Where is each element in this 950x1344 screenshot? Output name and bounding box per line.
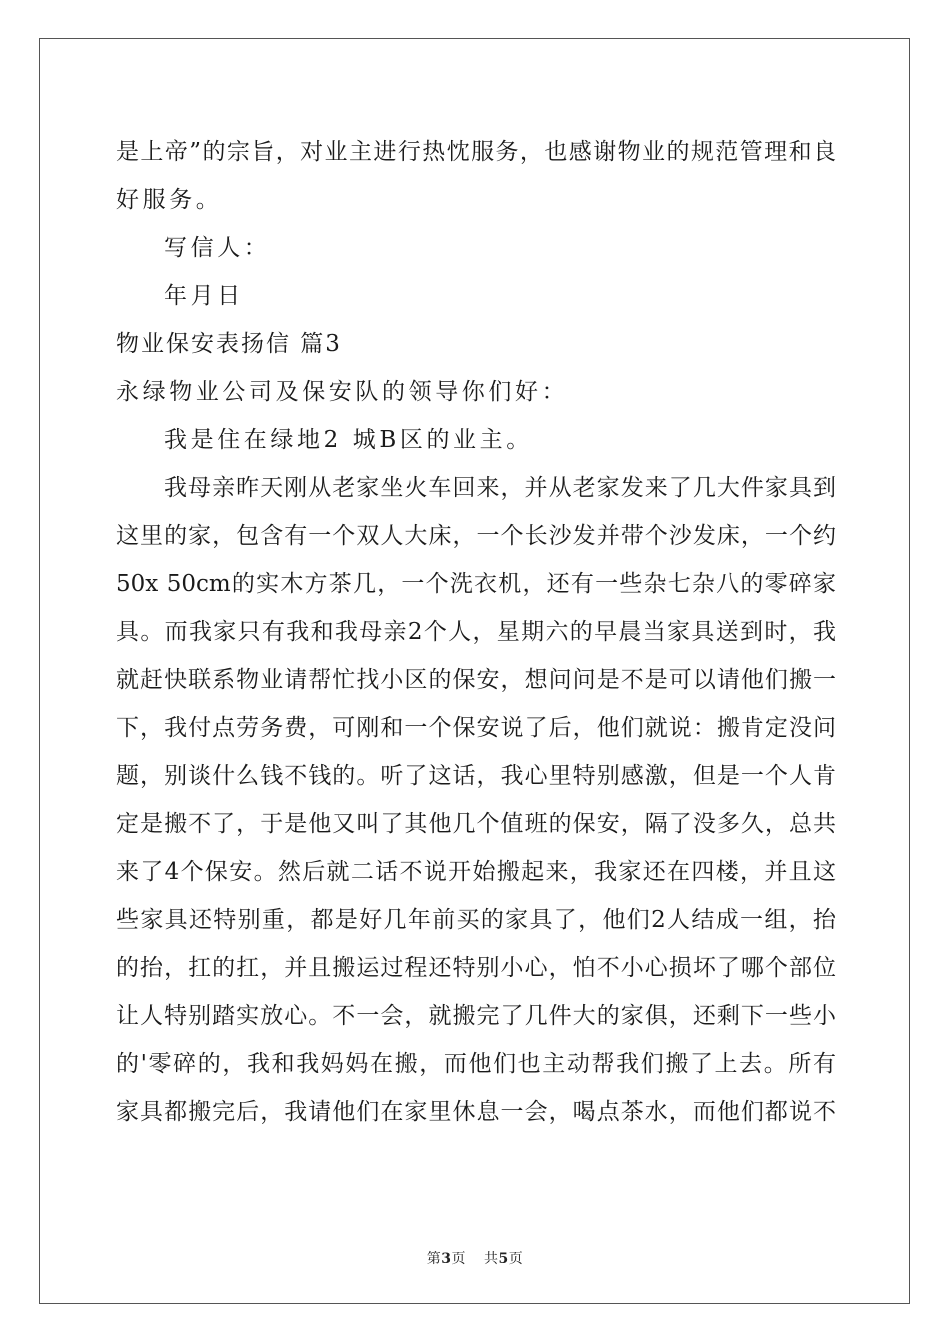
text-line: 题，别谈什么钱不钱的。听了这话，我心里特别感激，但是一个人肯	[116, 763, 836, 789]
text-line: 具。而我家只有我和我母亲2个人，星期六的早晨当家具送到时，我	[116, 619, 836, 645]
text-line: 下，我付点劳务费，可刚和一个保安说了后，他们就说：搬肯定没问	[116, 715, 836, 741]
text-line: 我母亲昨天刚从老家坐火车回来，并从老家发来了几大件家具到	[164, 475, 836, 501]
page-label-suffix: 页	[451, 1251, 466, 1267]
total-label-prefix: 共	[484, 1251, 499, 1267]
text-line: 就赶快联系物业请帮忙找小区的保安，想问问是不是可以请他们搬一	[116, 667, 836, 693]
text-line: 些家具还特别重，都是好几年前买的家具了，他们2人结成一组，抬	[116, 907, 836, 933]
text-line: 我是住在绿地2 城B区的业主。	[164, 427, 533, 453]
text-line: 这里的家，包含有一个双人大床，一个长沙发并带个沙发床，一个约	[116, 523, 836, 549]
text-line: 是上帝”的宗旨，对业主进行热忱服务，也感谢物业的规范管理和良	[116, 139, 836, 165]
total-label-suffix: 页	[508, 1251, 524, 1267]
letter-salutation: 永绿物业公司及保安队的领导你们好：	[116, 379, 569, 405]
page-label-prefix: 第	[426, 1251, 442, 1267]
text-line: 50x 50cm的实木方茶几，一个洗衣机，还有一些杂七杂八的零碎家	[116, 571, 836, 597]
page-total-number: 5	[498, 1251, 509, 1267]
text-line: 的'零碎的，我和我妈妈在搬，而他们也主动帮我们搬了上去。所有	[116, 1051, 836, 1077]
page-footer	[0, 1248, 950, 1268]
document-body	[116, 128, 836, 1136]
page-current-number: 3	[441, 1251, 452, 1267]
text-line: 家具都搬完后，我请他们在家里休息一会，喝点茶水，而他们都说不	[116, 1099, 836, 1125]
letter-writer-line: 写信人：	[164, 235, 271, 261]
letter-date-line: 年月日	[164, 283, 244, 309]
section-heading: 物业保安表扬信 篇3	[116, 331, 342, 357]
text-line: 让人特别踏实放心。不一会，就搬完了几件大的家俱，还剩下一些小	[116, 1003, 836, 1029]
text-line: 的抬，扛的扛，并且搬运过程还特别小心，怕不小心损坏了哪个部位	[116, 955, 836, 981]
text-line: 好服务。	[116, 187, 223, 213]
text-line: 定是搬不了，于是他又叫了其他几个值班的保安，隔了没多久，总共	[116, 811, 836, 837]
text-line: 来了4个保安。然后就二话不说开始搬起来，我家还在四楼，并且这	[116, 859, 836, 885]
